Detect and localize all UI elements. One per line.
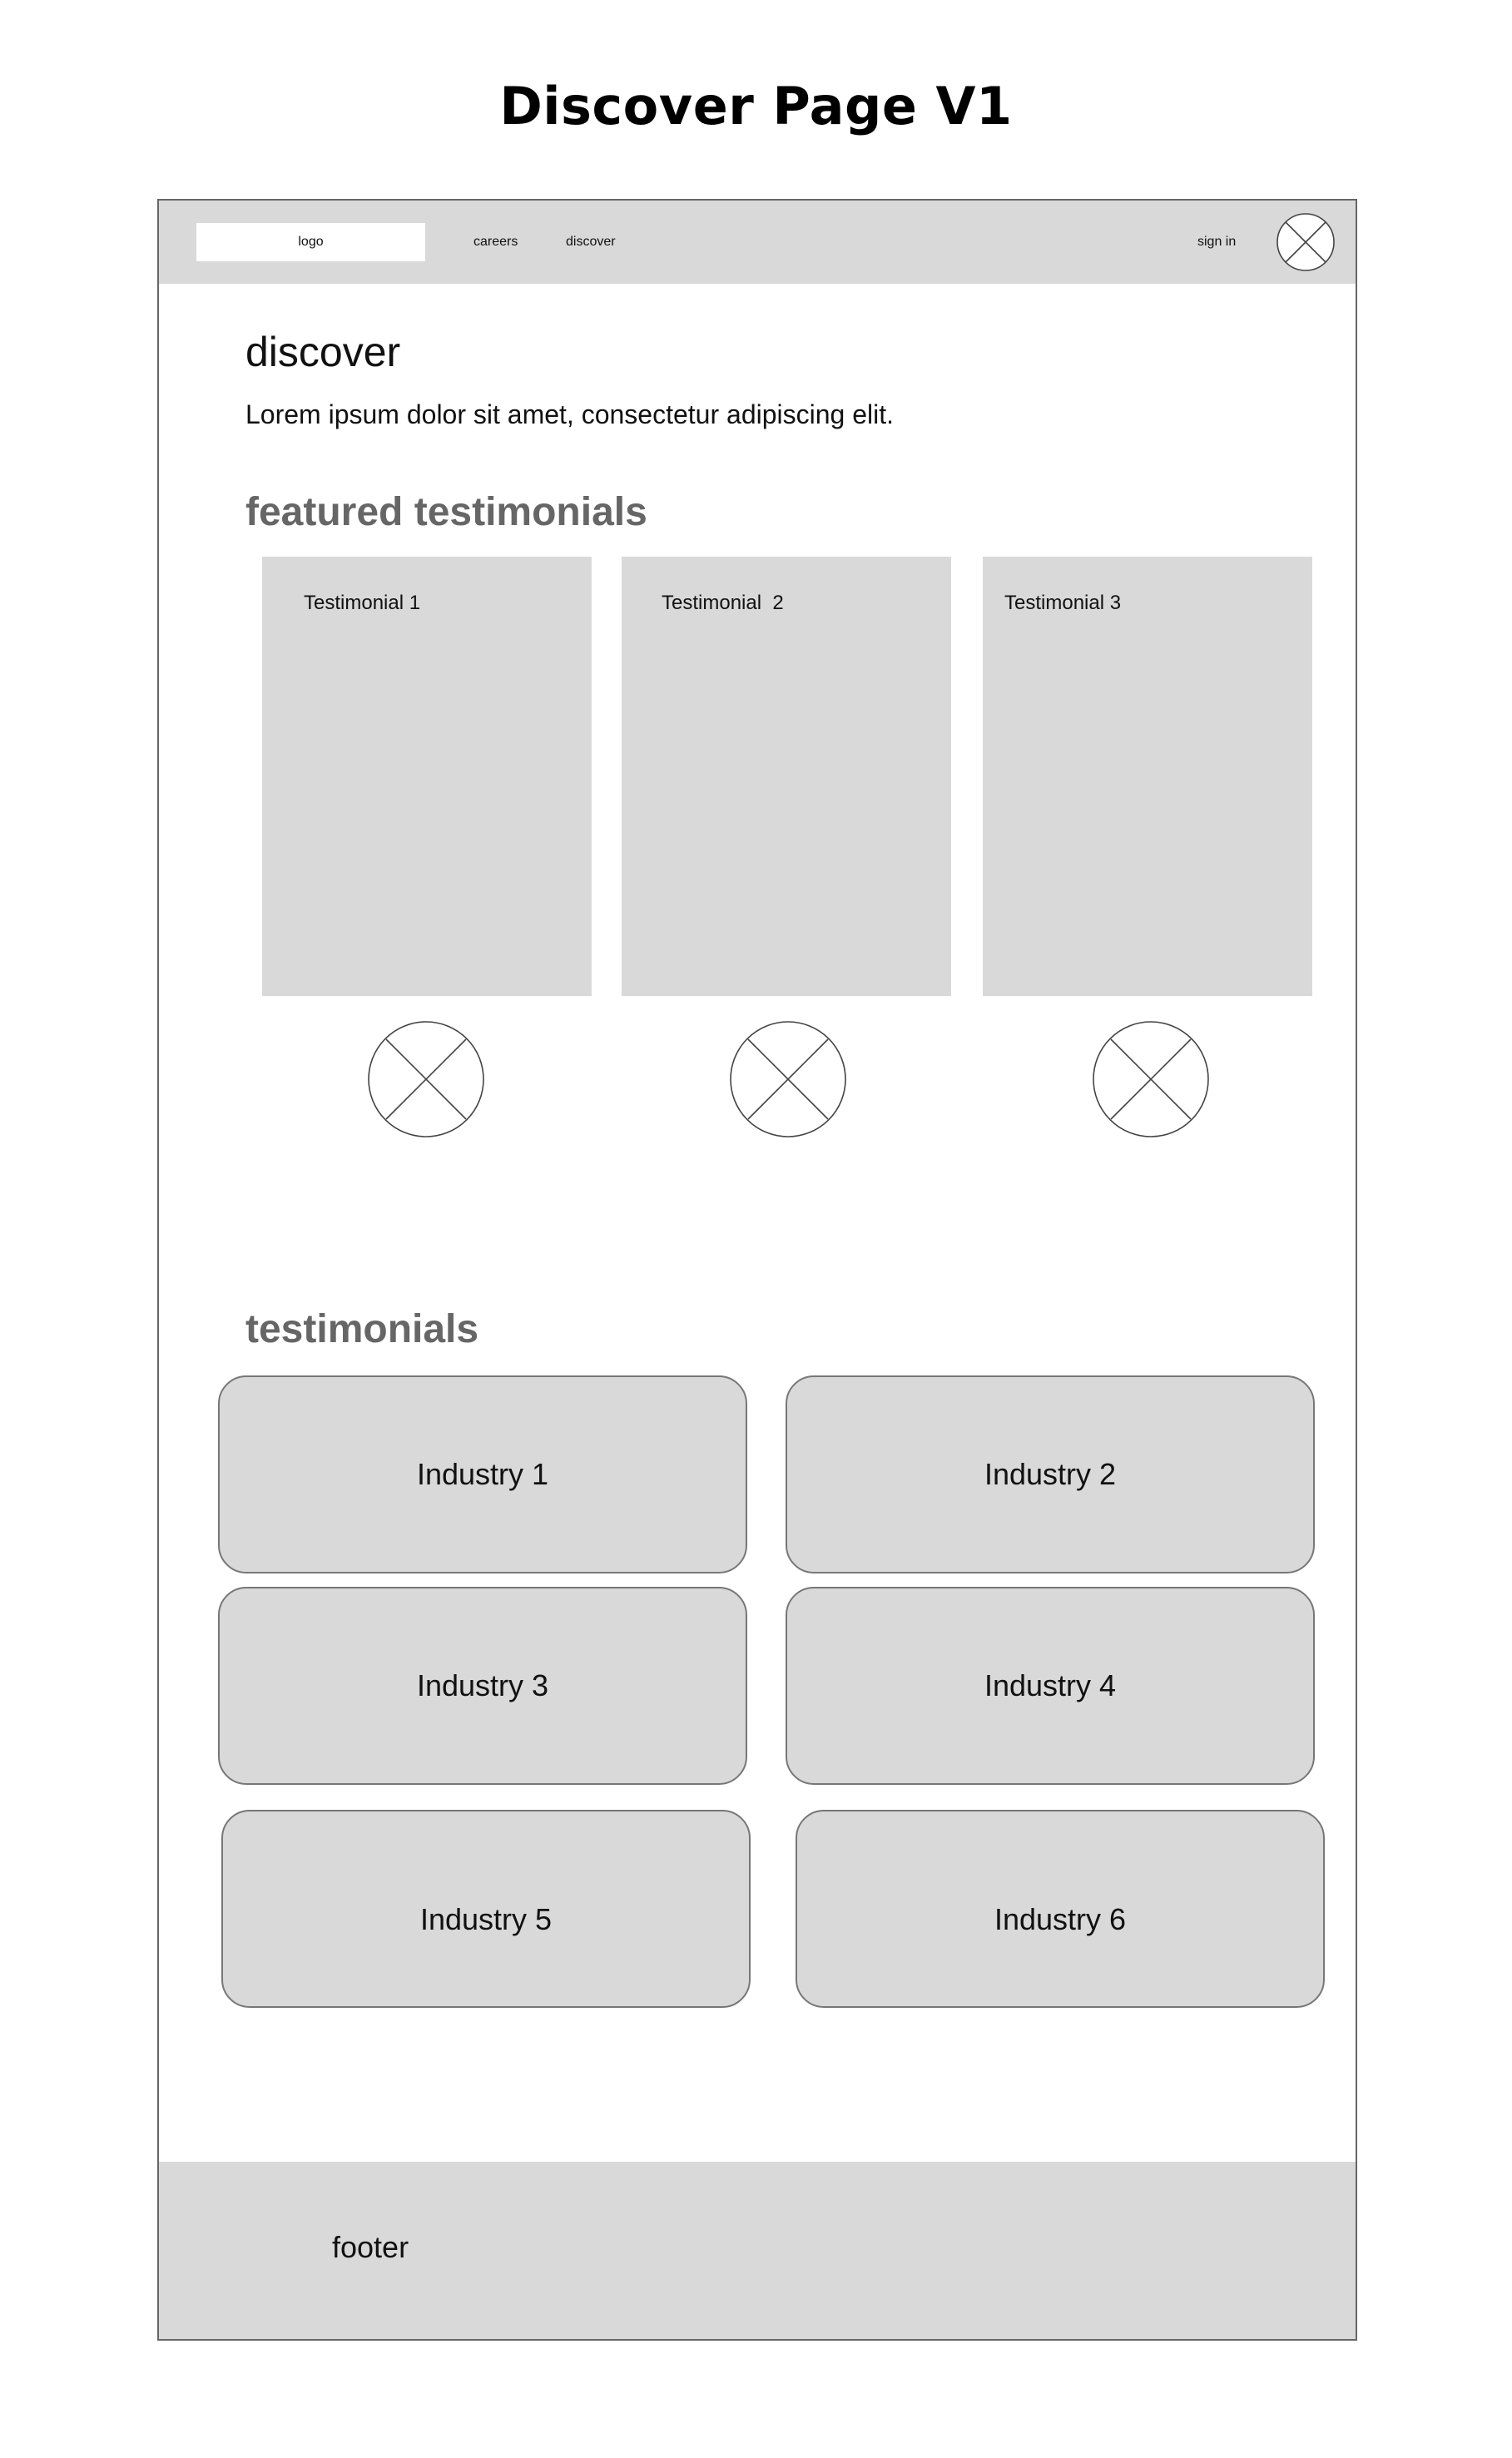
sign-in-link[interactable]: sign in <box>1197 235 1237 249</box>
nav-link-careers[interactable]: careers <box>473 235 518 249</box>
testimonial-card-label: Testimonial 2 <box>662 592 784 614</box>
logo[interactable]: logo <box>196 223 425 261</box>
testimonial-1-image-placeholder-icon <box>367 1020 485 1138</box>
wireframe-frame <box>157 199 1357 2341</box>
industry-card-6[interactable]: Industry 6 <box>796 1810 1325 2008</box>
industry-card-3[interactable]: Industry 3 <box>218 1587 747 1785</box>
testimonial-card-label: Testimonial 3 <box>1004 592 1122 614</box>
testimonial-card-label: Testimonial 1 <box>304 592 421 614</box>
testimonials-heading: testimonials <box>245 1307 479 1351</box>
page-title: Discover Page V1 <box>499 76 1013 136</box>
industry-card-1[interactable]: Industry 1 <box>218 1375 747 1573</box>
profile-avatar-placeholder-icon[interactable] <box>1276 212 1336 272</box>
testimonial-card-1[interactable] <box>262 557 592 996</box>
industry-card-4[interactable]: Industry 4 <box>786 1587 1315 1785</box>
testimonial-card-3[interactable] <box>983 557 1312 996</box>
footer <box>159 2162 1356 2339</box>
navbar <box>159 201 1356 284</box>
testimonial-card-2[interactable] <box>622 557 951 996</box>
intro-text: Lorem ipsum dolor sit amet, consectetur adipiscing elit. <box>245 399 895 429</box>
nav-link-discover[interactable]: discover <box>566 235 616 249</box>
footer-label: footer <box>332 2230 409 2264</box>
featured-testimonials-heading: featured testimonials <box>245 490 647 534</box>
testimonial-2-image-placeholder-icon <box>729 1020 847 1138</box>
testimonial-3-image-placeholder-icon <box>1092 1020 1210 1138</box>
industry-card-5[interactable]: Industry 5 <box>221 1810 751 2008</box>
discover-heading: discover <box>245 329 401 375</box>
industry-card-2[interactable]: Industry 2 <box>786 1375 1315 1573</box>
